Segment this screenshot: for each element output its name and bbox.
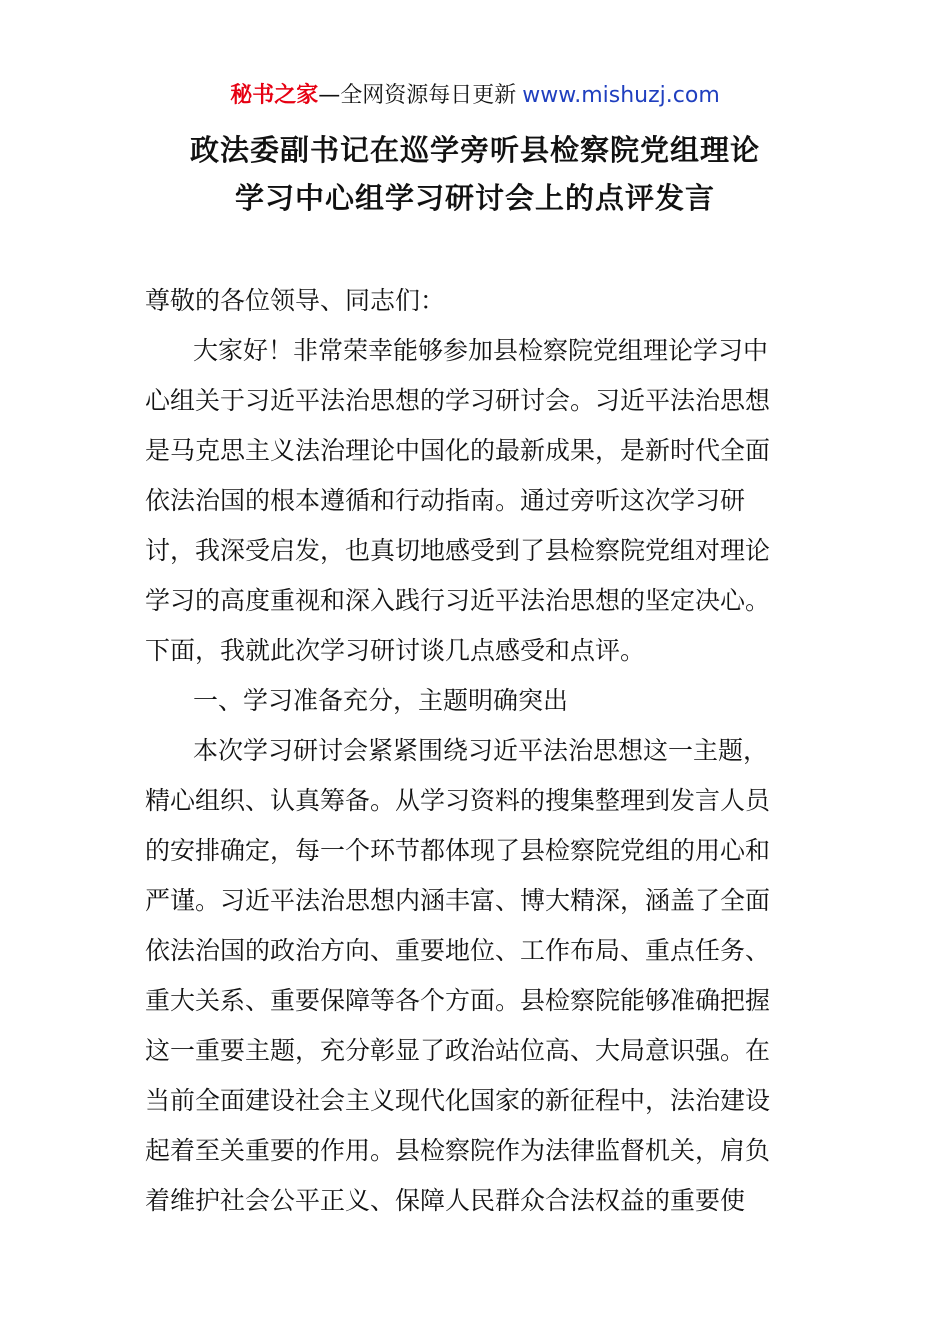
- site-brand: 秘书之家: [230, 83, 319, 108]
- site-tagline: —全网资源每日更新: [318, 83, 517, 108]
- paragraph-line: 下面，我就此次学习研讨谈几点感受和点评。: [145, 636, 646, 665]
- paragraph-line: 着维护社会公平正义、保障人民群众合法权益的重要使: [145, 1186, 746, 1215]
- paragraph-line: 当前全面建设社会主义现代化国家的新征程中，法治建设: [145, 1086, 771, 1115]
- paragraph-line: 大家好！非常荣幸能够参加县检察院党组理论学习中: [193, 336, 769, 365]
- paragraph-line: 起着至关重要的作用。县检察院作为法律监督机关，肩负: [145, 1136, 771, 1165]
- document-title-line-2: 学习中心组学习研讨会上的点评发言: [234, 181, 715, 215]
- document-body: [145, 276, 815, 1226]
- paragraph-line: 是马克思主义法治理论中国化的最新成果，是新时代全面: [145, 436, 771, 465]
- salutation: 尊敬的各位领导、同志们：: [145, 286, 446, 315]
- paragraph-line: 依法治国的根本遵循和行动指南。通过旁听这次学习研: [145, 486, 746, 515]
- section-heading: 一、学习准备充分，主题明确突出: [193, 686, 569, 715]
- paragraph-line: 的安排确定，每一个环节都体现了县检察院党组的用心和: [145, 836, 771, 865]
- document-title-line-1: 政法委副书记在巡学旁听县检察院党组理论: [189, 133, 760, 167]
- paragraph-line: 心组关于习近平法治思想的学习研讨会。习近平法治思想: [145, 386, 771, 415]
- paragraph-line: 依法治国的政治方向、重要地位、工作布局、重点任务、: [145, 936, 771, 965]
- site-header: [0, 80, 950, 112]
- paragraph-line: 严谨。习近平法治思想内涵丰富、博大精深，涵盖了全面: [145, 886, 771, 915]
- paragraph-line: 本次学习研讨会紧紧围绕习近平法治思想这一主题，: [193, 736, 769, 765]
- site-url[interactable]: www.mishuzj.com: [522, 83, 720, 108]
- paragraph-line: 精心组织、认真筹备。从学习资料的搜集整理到发言人员: [145, 786, 771, 815]
- paragraph-line: 这一重要主题，充分彰显了政治站位高、大局意识强。在: [145, 1036, 771, 1065]
- paragraph-line: 讨，我深受启发，也真切地感受到了县检察院党组对理论: [145, 536, 771, 565]
- paragraph-line: 学习的高度重视和深入践行习近平法治思想的坚定决心。: [145, 586, 771, 615]
- paragraph-line: 重大关系、重要保障等各个方面。县检察院能够准确把握: [145, 986, 771, 1015]
